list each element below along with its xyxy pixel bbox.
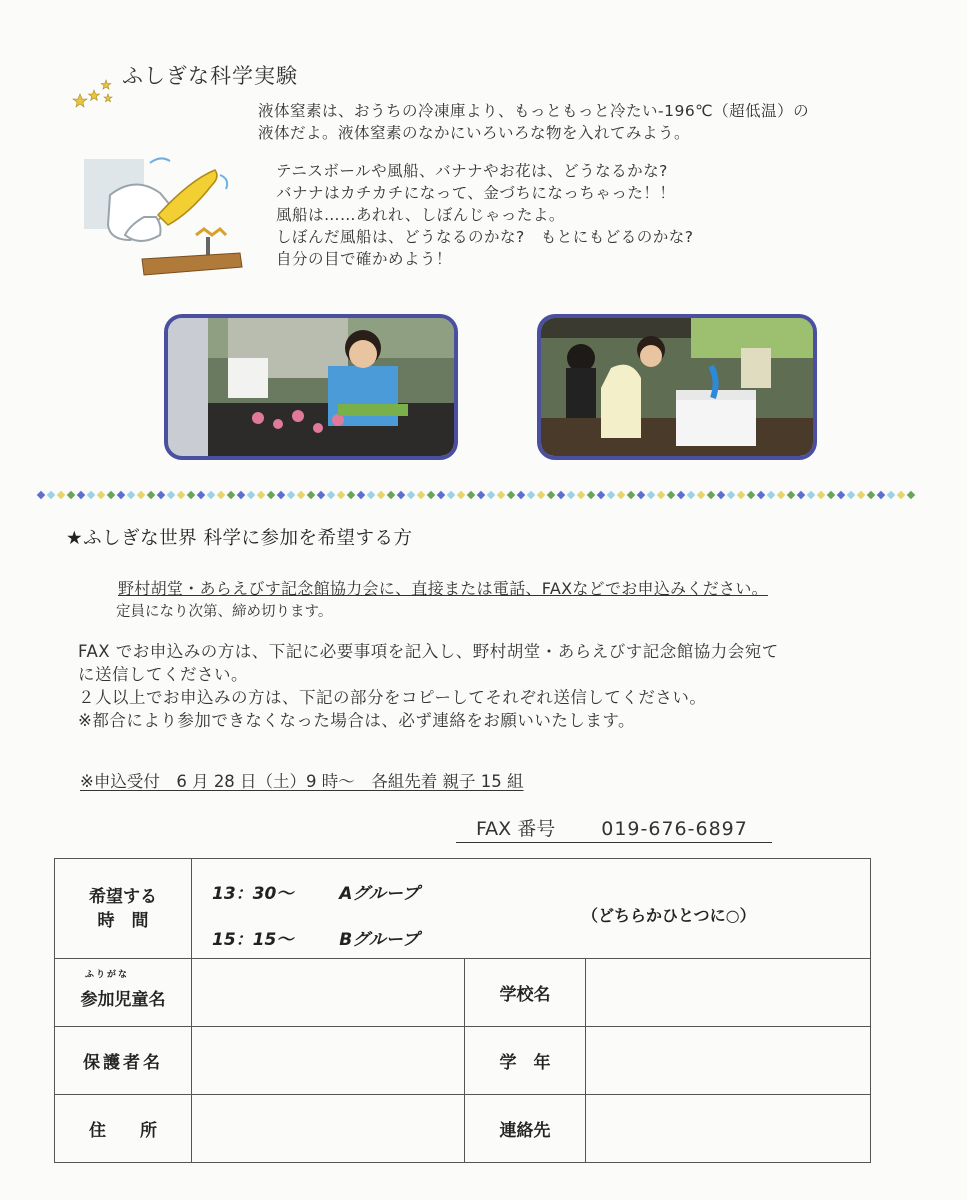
deadline-info (80, 768, 524, 792)
divider-dot (837, 491, 845, 499)
divider-dot (427, 491, 435, 499)
divider-dot (47, 491, 55, 499)
page-title: ふしぎな科学実験 (122, 64, 298, 88)
child-name-label: 参加児童名 (80, 990, 166, 1010)
divider-dot (237, 491, 245, 499)
divider-dot (807, 491, 815, 499)
divider-dot (757, 491, 765, 499)
divider-dot (587, 491, 595, 499)
divider-dot (67, 491, 75, 499)
divider-dot (457, 491, 465, 499)
experiment-line: バナナはカチカチになって、金づちになっちゃった！！ (276, 184, 676, 202)
divider-dot (207, 491, 215, 499)
deadline-text: ※申込受付 6 月 28 日（土）9 時～ 各組先着 親子 15 組 (80, 772, 524, 791)
divider-dot (567, 491, 575, 499)
divider-dot (297, 491, 305, 499)
divider-dot (887, 491, 895, 499)
apply-note: 定員になり次第、締め切ります。 (116, 604, 333, 620)
divider-dot (847, 491, 855, 499)
banana-hammer-illustration (80, 155, 255, 280)
time-label (55, 885, 191, 933)
divider-dot (167, 491, 175, 499)
divider-dot (827, 491, 835, 499)
experiment-line: しぼんだ風船は、どうなるのかな? もとにもどるのかな? (276, 228, 694, 246)
divider-dot (437, 491, 445, 499)
divider-dot (867, 491, 875, 499)
guardian-field[interactable] (192, 1027, 465, 1095)
divider-dot (557, 491, 565, 499)
divider-dot (697, 491, 705, 499)
divider-dot (367, 491, 375, 499)
divider-dot (667, 491, 675, 499)
group-b-time: 15：15～ (212, 930, 294, 950)
divider-dot (87, 491, 95, 499)
divider-dot (637, 491, 645, 499)
divider-dot (727, 491, 735, 499)
time-label-text: 希望する時 間 (89, 886, 157, 931)
divider-dot (317, 491, 325, 499)
intro-line: 液体だよ。液体窒素のなかにいろいろな物を入れてみよう。 (258, 124, 691, 142)
divider-dot (407, 491, 415, 499)
divider-dot (647, 491, 655, 499)
intro-line: 液体窒素は、おうちの冷凍庫より、もっともっと冷たい-196℃（超低温）の (258, 102, 810, 120)
divider-dot (117, 491, 125, 499)
divider-dot (857, 491, 865, 499)
divider-dot (187, 491, 195, 499)
divider-dot (247, 491, 255, 499)
divider-dot (767, 491, 775, 499)
address-field[interactable] (192, 1095, 465, 1163)
divider-dot (517, 491, 525, 499)
divider-dot (307, 491, 315, 499)
choose-note: （どちらかひとつに○） (582, 906, 756, 925)
apply-heading: ★ふしぎな世界 科学に参加を希望する方 (66, 528, 413, 549)
divider-dot (787, 491, 795, 499)
divider-dot (717, 491, 725, 499)
guardian-label: 保護者名 (55, 1027, 192, 1095)
fax-number-value: 019-676-6897 (601, 818, 748, 840)
divider-dot (417, 491, 425, 499)
divider-dot (137, 491, 145, 499)
intro-paragraph (258, 100, 809, 144)
grade-label: 学 年 (465, 1027, 586, 1095)
divider-dot (527, 491, 535, 499)
application-form (54, 858, 871, 1163)
divider-dot (877, 491, 885, 499)
divider-dot (77, 491, 85, 499)
divider-dot (37, 491, 45, 499)
photo-left (164, 314, 458, 460)
divider-dot (97, 491, 105, 499)
divider-dot (737, 491, 745, 499)
divider-dot (657, 491, 665, 499)
group-b-option[interactable] (212, 925, 419, 950)
time-options-cell[interactable] (192, 859, 871, 959)
divider-dot (507, 491, 515, 499)
divider-dot (497, 491, 505, 499)
fax-label: FAX 番号 (476, 818, 556, 840)
divider-dot (357, 491, 365, 499)
divider-dot (467, 491, 475, 499)
divider-dot (157, 491, 165, 499)
divider-dot (797, 491, 805, 499)
divider-dot (537, 491, 545, 499)
divider-dot (747, 491, 755, 499)
divider-dot (777, 491, 785, 499)
group-a-option[interactable] (212, 879, 419, 904)
divider-dot (347, 491, 355, 499)
contact-label: 連絡先 (465, 1095, 586, 1163)
divider-dot (447, 491, 455, 499)
divider-dot (707, 491, 715, 499)
divider-dot (547, 491, 555, 499)
divider-dot (147, 491, 155, 499)
divider-dot (377, 491, 385, 499)
instruction-line: に送信してください。 (78, 665, 248, 684)
divider-dot (277, 491, 285, 499)
divider-dot (127, 491, 135, 499)
stars-decoration (70, 76, 120, 112)
divider-dot (177, 491, 185, 499)
group-a-time: 13：30～ (212, 884, 294, 904)
divider-dot (687, 491, 695, 499)
experiment-line: 自分の目で確かめよう！ (276, 250, 453, 268)
experiment-line: 風船は……あれれ、しぼんじゃったよ。 (276, 206, 565, 224)
dot-divider (36, 486, 916, 498)
group-a-name: Aグループ (339, 884, 420, 904)
divider-dot (597, 491, 605, 499)
photo-right (537, 314, 817, 460)
address-label: 住 所 (55, 1095, 192, 1163)
divider-dot (57, 491, 65, 499)
divider-dot (477, 491, 485, 499)
child-name-field[interactable] (192, 959, 465, 1027)
divider-dot (627, 491, 635, 499)
time-label-cell (55, 859, 192, 959)
divider-dot (267, 491, 275, 499)
school-label: 学校名 (465, 959, 586, 1027)
divider-dot (107, 491, 115, 499)
furigana-label: ふりがな (85, 970, 130, 980)
contact-field[interactable] (586, 1095, 871, 1163)
divider-dot (337, 491, 345, 499)
experiment-paragraph (276, 160, 693, 270)
apply-line: 野村胡堂・あらえびす記念館協力会に、直接または電話、FAXなどでお申込みください。 (118, 579, 768, 598)
divider-dot (257, 491, 265, 499)
instruction-line: FAX でお申込みの方は、下記に必要事項を記入し、野村胡堂・あらえびす記念館協力会宛て (78, 642, 779, 661)
instruction-line: ※都合により参加できなくなった場合は、必ず連絡をお願いいたします。 (78, 711, 636, 730)
divider-dot (817, 491, 825, 499)
fax-number (456, 814, 772, 843)
divider-dot (287, 491, 295, 499)
divider-dot (327, 491, 335, 499)
divider-dot (387, 491, 395, 499)
group-b-name: Bグループ (339, 930, 419, 950)
divider-dot (227, 491, 235, 499)
instruction-line: ２人以上でお申込みの方は、下記の部分をコピーしてそれぞれ送信してください。 (78, 688, 707, 707)
divider-dot (487, 491, 495, 499)
school-field[interactable] (586, 959, 871, 1027)
divider-dot (617, 491, 625, 499)
divider-dot (897, 491, 905, 499)
divider-dot (397, 491, 405, 499)
divider-dot (607, 491, 615, 499)
divider-dot (217, 491, 225, 499)
divider-dot (577, 491, 585, 499)
divider-dot (907, 491, 915, 499)
fax-instructions (78, 640, 779, 732)
child-name-label-cell (55, 959, 192, 1027)
divider-dot (197, 491, 205, 499)
divider-dot (677, 491, 685, 499)
experiment-line: テニスボールや風船、バナナやお花は、どうなるかな? (276, 162, 668, 180)
grade-field[interactable] (586, 1027, 871, 1095)
